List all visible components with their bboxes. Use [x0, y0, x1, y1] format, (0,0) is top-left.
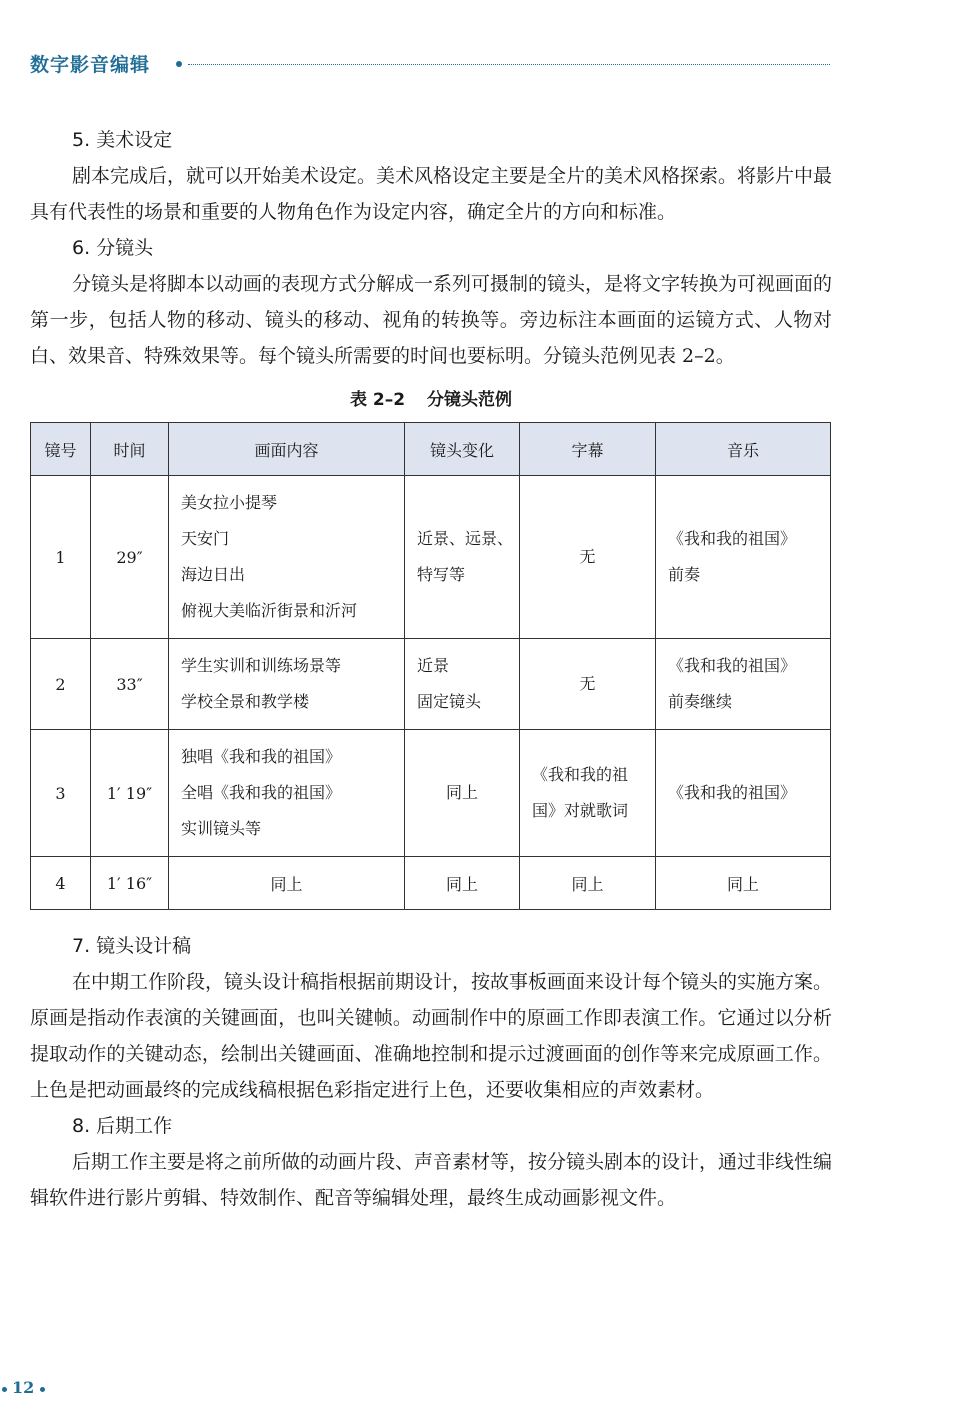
cell-shot-no: 2 [31, 639, 91, 730]
section-5-paragraph: 剧本完成后，就可以开始美术设定。美术风格设定主要是全片的美术风格探索。将影片中最具有代表性的场景和重要的人物角色作为设定内容，确定全片的方向和标准。 [30, 165, 833, 223]
table-caption-number: 表 2–2 [349, 390, 406, 410]
content-line: 天安门 [181, 529, 230, 548]
camera-line: 特写等 [417, 565, 466, 584]
cell-shot-no: 1 [31, 476, 91, 639]
header-cell-camera: 镜头变化 [405, 423, 520, 476]
cell-subtitle: 同上 [520, 857, 656, 910]
table-row [31, 476, 831, 639]
cell-time: 29″ [91, 476, 169, 639]
section-7-paragraph: 在中期工作阶段，镜头设计稿指根据前期设计，按故事板画面来设计每个镜头的实施方案。原画是指动作表演的关键画面，也叫关键帧。动画制作中的原画工作即表演工作。它通过以分析提取动作的关键动态，绘制出关键画面、准确地控制和提示过渡画面的创作等来完成原画工作。上色是把动画最终的完成线稿根据色彩指定进行上色，还要收集相应的声效素材。 [30, 971, 833, 1101]
cell-shot-no: 4 [31, 857, 91, 910]
section-5-heading: 5. 美术设定 [72, 129, 173, 151]
footer-bullet-right [40, 1387, 45, 1392]
cell-music [656, 730, 831, 857]
table-row [31, 857, 831, 910]
cell-content: 同上 [169, 857, 405, 910]
music-line: 《我和我的祖国》 [668, 529, 797, 548]
cell-content [169, 730, 405, 857]
subtitle-line: 无 [579, 547, 596, 566]
camera-line: 同上 [445, 783, 478, 802]
cell-music: 同上 [656, 857, 831, 910]
table-row [31, 639, 831, 730]
header-cell-music: 音乐 [656, 423, 831, 476]
music-line: 《我和我的祖国》 [668, 656, 797, 675]
cell-camera [405, 730, 520, 857]
cell-camera [405, 639, 520, 730]
subtitle-line: 《我和我的祖 [532, 765, 629, 784]
table-caption [30, 378, 832, 422]
header-cell-time: 时间 [91, 423, 169, 476]
section-6-heading: 6. 分镜头 [72, 237, 154, 259]
content-line: 学校全景和教学楼 [181, 692, 310, 711]
cell-music [656, 639, 831, 730]
cell-music [656, 476, 831, 639]
running-header [30, 50, 830, 80]
table-header-row [31, 423, 831, 476]
header-dotted-rule [188, 64, 830, 65]
cell-content [169, 639, 405, 730]
content-line: 全唱《我和我的祖国》 [181, 783, 342, 802]
page-number: 12 [12, 1378, 35, 1397]
content-line: 独唱《我和我的祖国》 [181, 747, 342, 766]
page-body [30, 122, 832, 1216]
content-line: 美女拉小提琴 [181, 493, 278, 512]
cell-content [169, 476, 405, 639]
content-line: 学生实训和训练场景等 [181, 656, 342, 675]
after-table-block [30, 928, 832, 1216]
subtitle-line: 国》对就歌词 [532, 801, 629, 820]
content-line: 海边日出 [181, 565, 246, 584]
cell-shot-no: 3 [31, 730, 91, 857]
footer-bullet-left [2, 1387, 7, 1392]
header-cell-content: 画面内容 [169, 423, 405, 476]
camera-line: 固定镜头 [417, 692, 482, 711]
cell-camera: 同上 [405, 857, 520, 910]
music-line: 前奏继续 [668, 692, 733, 711]
table-caption-title: 分镜头范例 [427, 390, 513, 410]
header-cell-subtitle: 字幕 [520, 423, 656, 476]
cell-time: 33″ [91, 639, 169, 730]
section-8-heading: 8. 后期工作 [72, 1115, 173, 1137]
subtitle-line: 无 [579, 674, 596, 693]
book-title: 数字影音编辑 [30, 54, 151, 76]
camera-line: 近景 [417, 656, 450, 675]
cell-camera [405, 476, 520, 639]
section-7-heading: 7. 镜头设计稿 [72, 935, 192, 957]
cell-subtitle [520, 639, 656, 730]
content-line: 实训镜头等 [181, 819, 262, 838]
storyboard-table [30, 422, 831, 910]
content-line: 俯视大美临沂街景和沂河 [181, 601, 358, 620]
cell-time: 1′ 19″ [91, 730, 169, 857]
table-row [31, 730, 831, 857]
cell-subtitle [520, 730, 656, 857]
music-line: 前奏 [668, 565, 701, 584]
header-bullet [176, 61, 182, 67]
section-8-paragraph: 后期工作主要是将之前所做的动画片段、声音素材等，按分镜头剧本的设计，通过非线性编辑软件进行影片剪辑、特效制作、配音等编辑处理，最终生成动画影视文件。 [30, 1151, 833, 1209]
header-cell-shot-no: 镜号 [31, 423, 91, 476]
cell-time: 1′ 16″ [91, 857, 169, 910]
section-6-paragraph: 分镜头是将脚本以动画的表现方式分解成一系列可摄制的镜头，是将文字转换为可视画面的第一步，包括人物的移动、镜头的移动、视角的转换等。旁边标注本画面的运镜方式、人物对白、效果音、特殊效果等。每个镜头所需要的时间也要标明。分镜头范例见表 2–2。 [30, 273, 833, 367]
music-line: 《我和我的祖国》 [668, 783, 797, 802]
camera-line: 近景、远景、 [417, 529, 514, 548]
cell-subtitle [520, 476, 656, 639]
